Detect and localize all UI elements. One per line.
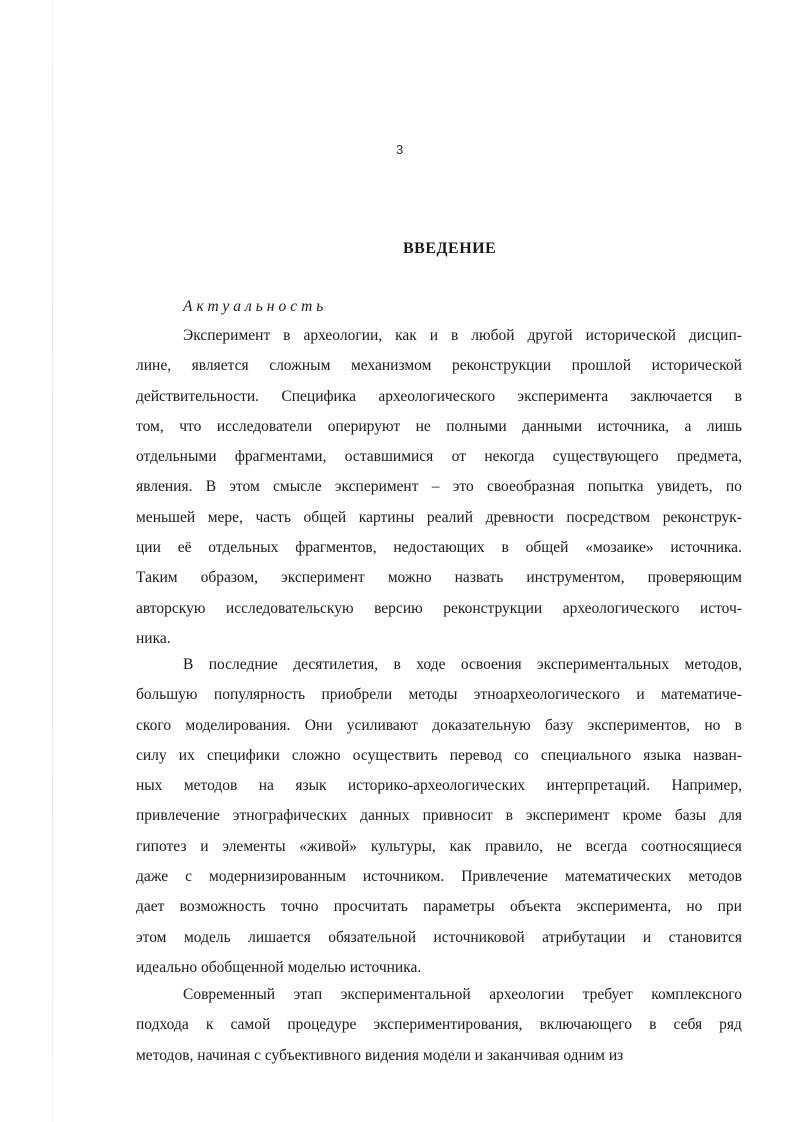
- scan-edge-shadow: [52, 0, 53, 1122]
- text-line: методов, начиная с субъективного видения модели и заканчивая одним из: [136, 1046, 624, 1064]
- text-line: том, что исследователи оперируют не полными данными источника, а лишь: [136, 417, 742, 435]
- text-line: явления. В этом смысле эксперимент – это своеобразная попытка увидеть, по: [136, 478, 742, 496]
- text-line: ского моделирования. Они усиливают доказательную базу экспериментов, но в: [136, 716, 742, 734]
- text-line: Эксперимент в археологии, как и в любой другой исторической дисцип-: [183, 327, 742, 344]
- text-line: ции её отдельных фрагментов, недостающих в общей «мозаике» источника.: [136, 539, 742, 557]
- text-line: меньшей мере, часть общей картины реалий древности посредством реконструк-: [136, 508, 742, 526]
- text-line: этом модель лишается обязательной источниковой атрибутации и становится: [136, 928, 742, 946]
- paragraph-1: [136, 321, 742, 654]
- text-line: привлечение этнографических данных привносит в эксперимент кроме базы для: [136, 807, 742, 825]
- text-line: авторскую исследовательскую версию реконструкции археологического источ-: [136, 599, 742, 617]
- text-line: даже с модернизированным источником. Привлечение математических методов: [136, 868, 742, 886]
- text-line: В последние десятилетия, в ходе освоения экспериментальных методов,: [183, 656, 742, 673]
- text-line: идеально обобщенной моделью источника.: [136, 958, 422, 976]
- paragraph-3: [136, 980, 742, 1071]
- text-line: подхода к самой процедуре экспериментирования, включающего в себя ряд: [136, 1016, 742, 1034]
- page-title: ВВЕДЕНИЕ: [403, 240, 497, 257]
- text-line: силу их специфики сложно осуществить перевод со специального языка назван-: [136, 746, 742, 764]
- text-line: Таким образом, эксперимент можно назвать инструментом, проверяющим: [136, 569, 742, 587]
- text-line: действительности. Специфика археологического эксперимента заключается в: [136, 387, 742, 405]
- text-line: ных методов на язык историко-археологических интерпретаций. Например,: [136, 777, 742, 795]
- text-line: лине, является сложным механизмом реконструкции прошлой исторической: [136, 357, 742, 375]
- section-label: Актуальность: [183, 298, 328, 315]
- text-line: дает возможность точно просчитать параметры объекта эксперимента, но при: [136, 898, 742, 916]
- text-line: Современный этап экспериментальной археологии требует комплексного: [183, 986, 742, 1003]
- text-line: отдельными фрагментами, оставшимися от некогда существующего предмета,: [136, 448, 742, 466]
- text-line: гипотез и элементы «живой» культуры, как правило, не всегда соотносящиеся: [136, 837, 742, 855]
- paragraph-2: [136, 650, 742, 983]
- page-number: 3: [396, 142, 404, 157]
- text-line: ника.: [136, 629, 171, 647]
- text-line: большую популярность приобрели методы этноархеологического и математиче-: [136, 686, 742, 704]
